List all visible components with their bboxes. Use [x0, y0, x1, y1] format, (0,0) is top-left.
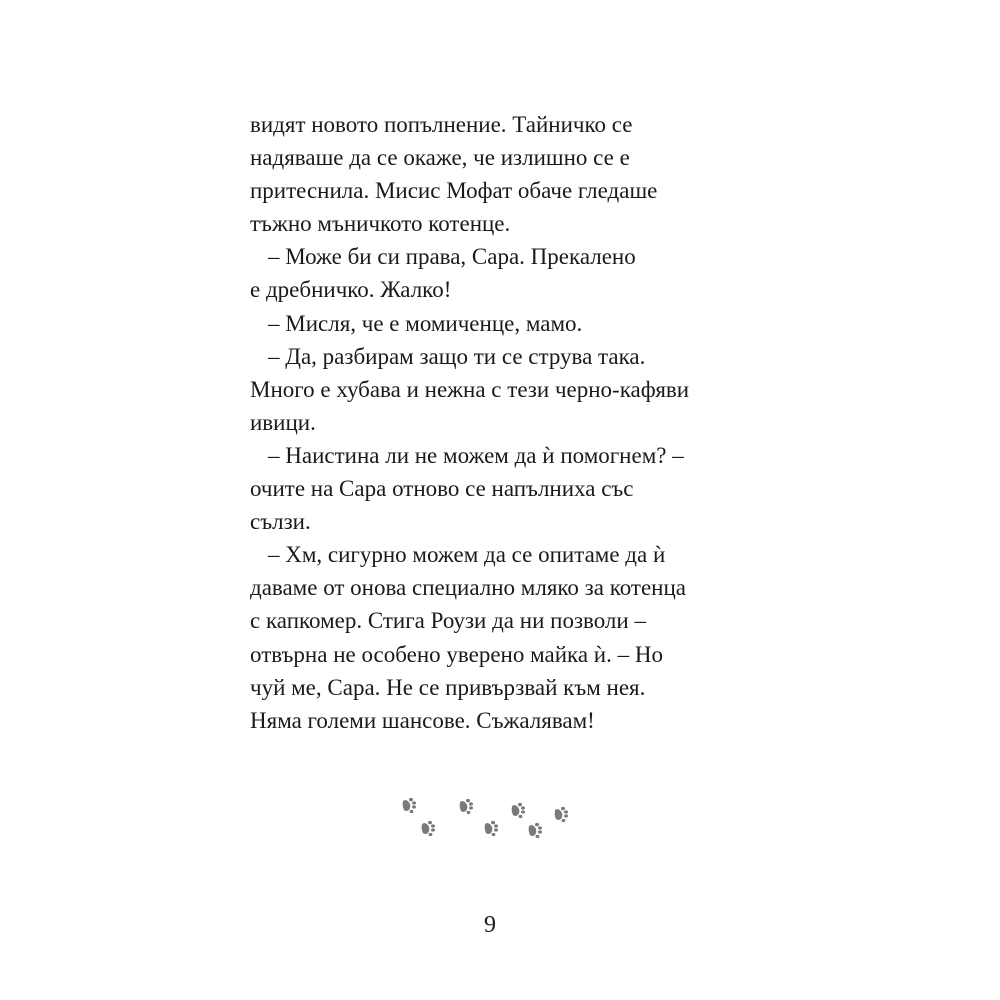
- text-line: сълзи.: [250, 509, 311, 535]
- text-line: с капкомер. Стига Роузи да ни позволи –: [250, 608, 646, 634]
- text-line: е дребничко. Жалко!: [250, 277, 452, 303]
- paw-print-icon: [527, 822, 547, 840]
- paw-print-icon: [553, 806, 573, 824]
- paw-print-icon: [458, 798, 478, 816]
- dialogue-line: – Мисля, че е момиченце, мамо.: [268, 310, 583, 336]
- paw-print-icon: [483, 820, 503, 838]
- text-line: видят новото попълнение. Тайничко се: [250, 112, 633, 137]
- page-number: 9: [484, 912, 496, 938]
- dialogue-line: – Наистина ли не можем да ѝ помогнем? –: [268, 442, 684, 468]
- text-line: притеснила. Мисис Мофат обаче гледаше: [250, 178, 658, 204]
- text-line: даваме от онова специално мляко за котенца: [250, 575, 687, 601]
- dialogue-line: – Да, разбирам защо ти се струва така.: [268, 343, 646, 369]
- text-line: отвърна не особено уверено майка ѝ. – Но: [250, 641, 663, 667]
- paw-print-icon: [420, 820, 440, 838]
- text-line: ивици.: [250, 409, 316, 435]
- paw-print-icon: [510, 802, 530, 820]
- dialogue-line: – Може би си права, Сара. Прекалено: [268, 244, 636, 270]
- text-line: тъжно мъничкото котенце.: [250, 211, 511, 237]
- text-line: надяваше да се окаже, че излишно се е: [250, 145, 630, 171]
- body-text: [250, 108, 750, 737]
- text-line: Много е хубава и нежна с тези черно-кафяви: [250, 376, 690, 402]
- text-line: очите на Сара отново се напълниха със: [250, 476, 634, 502]
- text-line: чуй ме, Сара. Не се привързвай към нея.: [250, 674, 646, 700]
- dialogue-line: – Хм, сигурно можем да се опитаме да ѝ: [268, 542, 666, 568]
- paw-print-icon: [401, 797, 421, 815]
- text-line: Няма големи шансове. Съжалявам!: [250, 707, 595, 733]
